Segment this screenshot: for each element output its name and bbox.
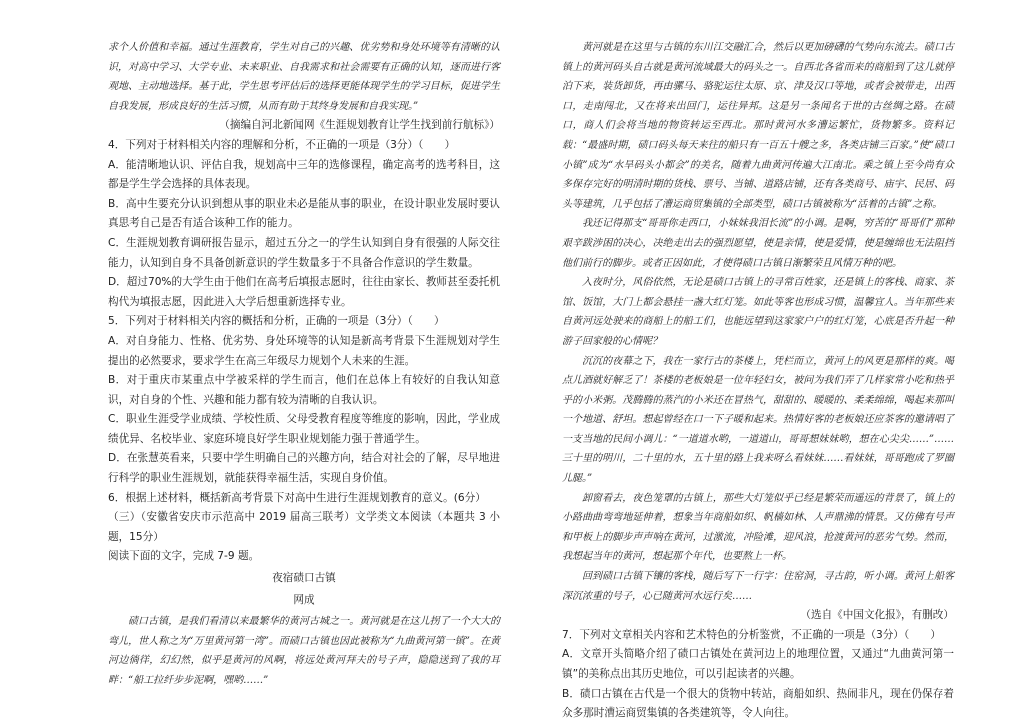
question-5-option-b: B．对于重庆市某重点中学被采样的学生而言，他们在总体上有较好的自我认知意识，对自身的个性、兴趣和能力都有较为清晰的自我认识。 (108, 374, 500, 406)
reading-instruction: 阅读下面的文字，完成 7-9 题。 (108, 550, 260, 563)
passage-tail: 求个人价值和幸福。通过生涯教育，学生对自己的兴趣、优劣势和身处环境等有清晰的认识，对高中学习、大学专业、未来职业、自我需求和社会需要有正确的认知，逐而进行客观地、主动地选择。基于此，学生思考评估后的选择更能体现学生的学习目标，促进学生自我发展，形成良好的生活习惯，从而有助于其终身发展和自我实现。” (108, 42, 500, 112)
article-title: 夜宿碛口古镇 (272, 572, 336, 585)
question-4-option-b: B．高中生要充分认识到想从事的职业未必是能从事的职业，在设计职业发展时要认真思考自己是否有适合该种工作的能力。 (108, 197, 500, 230)
article-paragraph-7: 回到碛口古镇下镶的客栈，随后写下一行字：住窑洞，寻古韵，听小调。黄河上船客深沉浓重的号子，心已随黄河水远行矣…… (562, 571, 954, 602)
source-citation-1: （摘编自河北新闻网《生涯规划教育让学生找到前行航标》） (219, 119, 500, 132)
right-column (562, 38, 954, 724)
question-5: 5．下列对于材料相关内容的概括和分析，正确的一项是（3分）（ ） (108, 315, 445, 328)
question-5-option-c: C．职业生涯受学业成绩、学校性质、父母受教育程度等维度的影响，因此，学业成绩优异、名校毕业、家庭环境良好学生职业规划能力强于普通学生。 (108, 413, 500, 445)
question-4-option-d: D．超过70%的大学生由于他们在高考后填报志愿时，往往由家长、教师甚至委托机构代为填报志愿，因此进入大学后想重新选择专业。 (108, 276, 500, 308)
article-paragraph-5: 沉沉的夜幕之下，我在一家行古的茶楼上，凭栏而立，黄河上的风更是那样的爽。喝点儿酒就好解乏了！茶楼的老板娘是一位年轻妇女，被问为我们弄了几样家常小吃和热乎乎的小米粥。茂腾腾的蒸汽的小米还在冒热气，甜甜的、暖暖的、柔柔绵绵，喝起来那叫一个地道、舒坦。想起曾经在口一下子暖和起来。热情好客的老板娘还应茶客的邀请唱了一支当地的民间小调儿：“一道道水哟，一道道山，哥哥想妹妹哟，想在心尖尖……”……三十里的明川，二十里的水，五十里的路上我来呀么看妹妹……看妹妹，哥哥跑成了罗圈儿腿。” (562, 355, 954, 485)
question-6: 6．根据上述材料，概括新高考背景下对高中生进行生涯规划教育的意义。(6分） (108, 491, 486, 504)
question-5-option-a: A．对自身能力、性格、优劣势、身处环境等的认知是新高考背景下生涯规划对学生提出的必然要求，要求学生在高三年级尽力规划个人未来的生涯。 (108, 334, 500, 367)
left-column (108, 38, 500, 691)
article-paragraph-3: 我还记得那支“哥哥你走西口，小妹妹我泪长流”的小调。是啊，穷苦的“哥哥们”那种艰辛跋涉困的决心，决绝走出去的强烈愿望，使是亲情，使是爱情，使是缠绵也无法阻挡他们前行的脚步。或者正因如此，才使得碛口古镇日渐繁荣且风情万种的吧。 (562, 218, 954, 269)
question-7-option-a: A．文章开头简略介绍了碛口古镇处在黄河边上的地理位置，又通过“九曲黄河第一镇”的美称点出其历史地位，可以引起读者的兴趣。 (562, 648, 954, 680)
article-paragraph-4: 入夜时分，风俗依然，无论是碛口古镇上的寻常百姓家，还是镇上的客栈、商家、茶馆、饭馆，大门上都会悬挂一盏大红灯笼。如此等客也形成习惯，温馨宜人。当年那些来自黄河远处驶来的商船上的船工们，也能远望到这家家户户的红灯笼，心底是否升起一种游子回家般的心情呢？ (562, 277, 954, 347)
section-3-heading: （三）（安徽省安庆市示范高中 2019 届高三联考）文学类文本阅读（本题共 3 小题，15分） (108, 511, 500, 543)
article-author: 网成 (293, 593, 315, 606)
article-paragraph-2: 黄河就是在这里与古镇的东川江交融汇合，然后以更加磅礴的气势向东流去。碛口古镇上的黄河码头自古就是黄河流域最大的码头之一。自西北各省而来的商船到了这儿就停泊下来，装货卸货，再由骡马、骆驼运往太原、京、津及汉口等地，或者会被带走，出西口，走南闯北，又在将来出回门，运往异邦。这是另一条闻名于世的古丝绸之路。在碛口，商人们会将当地的物资转运至西北。那时黄河水多漕运繁忙，货物繁多。资料记载：“最盛时期，碛口码头每天来往的船只有一百五十艘之多，各类店铺三百家。”使“碛口小镇”成为“水旱码头小都会”的美名，随着九曲黄河传遍大江南北。乘之镇上至今尚有众多保存完好的明清时期的货栈、票号、当铺、道路店铺，还有各类商号、庙宇、民居、码头等建筑，几乎包括了漕运商贸集镇的全部类型，碛口古镇被称为“活着的古镇”之称。 (562, 42, 954, 210)
question-5-option-d: D．在张慧英看来，只要中学生明确自己的兴趣方向，结合对社会的了解，尽早地进行科学的职业生涯规划，就能获得幸福生活，实现自身价值。 (108, 452, 500, 485)
article-paragraph-6: 卸窗看去，夜色笼罩的古镇上，那些大灯笼似乎已经是繁荣而遥远的背景了，镇上的小路曲曲弯弯地延伸着，想象当年商船如织、帆樯如林、人声鼎沸的情景。又仿佛有号声和甲板上的脚步声声响在黄河，过激流，冲险滩，迎风浪，抢渡黄河的恶劣气势。然而，我想起当年的黄河，想起那个年代，也要熬上一杯。 (562, 492, 954, 563)
article-paragraph-1: 碛口古镇，是我们看清以来最繁华的黄河古城之一。黄河就是在这儿拐了一个大大的弯儿，世人称之为“万里黄河第一湾”。而碛口古镇也因此被称为“九曲黄河第一镇”。在黄河边徜徉，幻幻然，似乎是黄河的风啊，将远处黄河拜夫的号子声，隐隐送到了我的耳畔：“船工拉纤步步泥啊，嘿哟……” (108, 616, 500, 686)
source-citation-2: （选自《中国文化报》，有删改） (800, 609, 954, 622)
question-7-option-b: B．碛口古镇在古代是一个很大的货物中转站，商船如织、热闹非凡，现在仍保存着众多那时漕运商贸集镇的各类建筑等，令人向往。 (562, 687, 954, 720)
question-4-option-a: A．能清晰地认识、评估自我，规划高中三年的选修课程，确定高考的选考科目，这都是学生学会选择的具体表现。 (108, 158, 500, 191)
question-4-option-c: C．生涯规划教育调研报告显示，超过五分之一的学生认知到自身有很强的人际交往能力，认知到自身不具备创新意识的学生数量多于不具备合作意识的学生数量。 (108, 236, 500, 269)
question-4: 4．下列对于材料相关内容的理解和分析，不正确的一项是（3分）（ ） (108, 138, 456, 151)
question-7: 7．下列对文章相关内容和艺术特色的分析鉴赏，不正确的一项是（3分）（ ） (562, 628, 941, 641)
